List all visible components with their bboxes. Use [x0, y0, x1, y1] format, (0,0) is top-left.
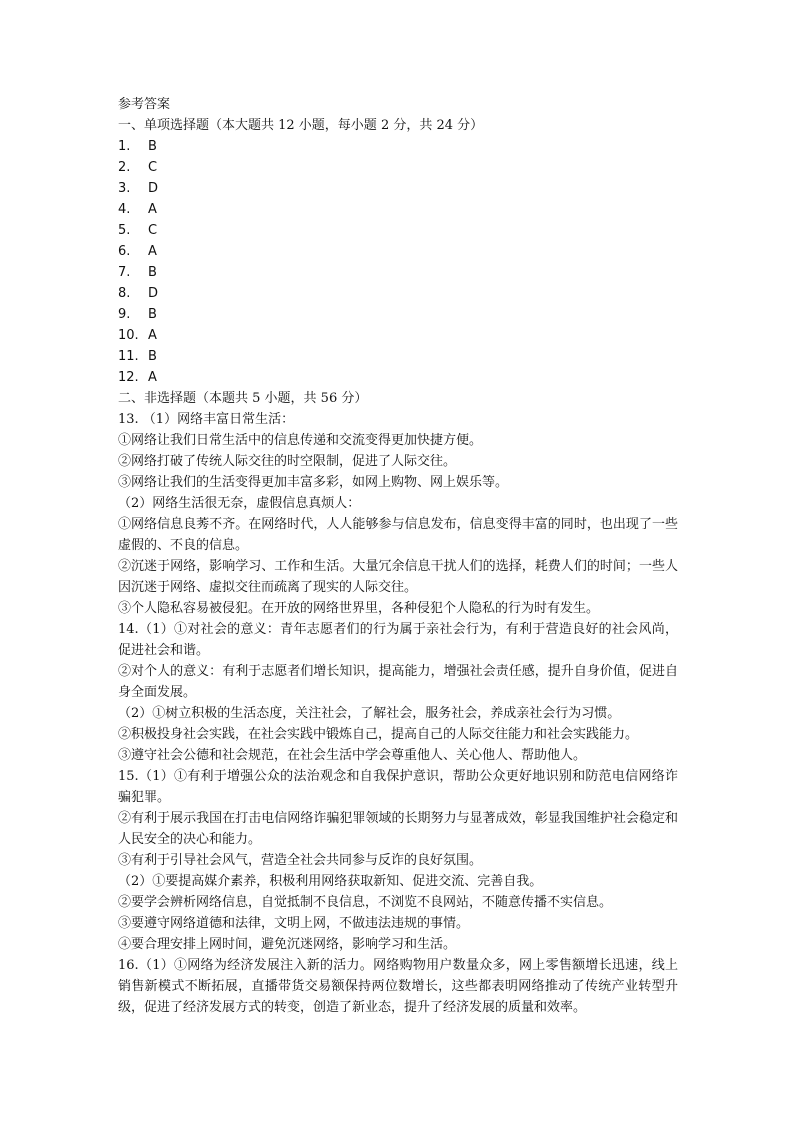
- answer-letter: B: [148, 139, 157, 154]
- answer-paragraph: ③要遵守网络道德和法律，文明上网，不做违法违规的事情。: [118, 916, 470, 931]
- answer-paragraph: ①网络让我们日常生活中的信息传递和交流变得更加快捷方便。: [118, 433, 483, 448]
- answer-paragraph: 16.（1）①网络为经济发展注入新的活力。网络购物用户数量众多，网上零售额增长迅速，线上销售新模式不断拓展，直播带货交易额保持两位数增长，这些都表明网络推动了传统产业转型升级，促进了经济发展方式的转变，创造了新业态，提升了经济发展的质量和效率。: [118, 958, 678, 1015]
- choice-answer-item: [118, 220, 678, 241]
- answer-paragraph: ③网络让我们的生活变得更加丰富多彩，如网上购物、网上娱乐等。: [118, 475, 509, 490]
- answer-paragraph: ③遵守社会公德和社会规范，在社会生活中学会尊重他人、关心他人、帮助他人。: [118, 748, 587, 763]
- choice-answer-item: [118, 283, 678, 304]
- answer-letter: C: [148, 160, 158, 175]
- choice-answer-item: [118, 304, 678, 325]
- question-number: 11.: [118, 349, 139, 364]
- question-number: 2.: [118, 160, 131, 175]
- answer-paragraph: ②积极投身社会实践，在社会实践中锻炼自己，提高自己的人际交往能力和社会实践能力。: [118, 727, 639, 742]
- answer-letter: B: [148, 349, 157, 364]
- question-number: 9.: [118, 307, 131, 322]
- answer-letter: D: [148, 286, 159, 301]
- choice-answer-item: [118, 157, 678, 178]
- answer-paragraph: ④要合理安排上网时间，避免沉迷网络，影响学习和生活。: [118, 937, 457, 952]
- answer-paragraph: ②有利于展示我国在打击电信网络诈骗犯罪领域的长期努力与显著成效，彰显我国维护社会稳定和人民安全的决心和能力。: [118, 811, 678, 847]
- answer-paragraph: （2）①要提高媒介素养，积极利用网络获取新知、促进交流、完善自我。: [118, 874, 543, 889]
- answer-letter: A: [148, 328, 157, 343]
- question-number: 8.: [118, 286, 131, 301]
- essay-answer-body: [118, 409, 678, 1018]
- answer-letter: D: [148, 181, 159, 196]
- question-number: 12.: [118, 370, 139, 385]
- choice-answer-item: [118, 325, 678, 346]
- section1-heading: 一、单项选择题（本大题共 12 小题，每小题 2 分，共 24 分）: [118, 118, 484, 133]
- choice-answer-item: [118, 199, 678, 220]
- answer-letter: A: [148, 370, 157, 385]
- question-number: 10.: [118, 328, 139, 343]
- answer-letter: B: [148, 265, 157, 280]
- question-number: 6.: [118, 244, 131, 259]
- choice-answer-item: [118, 136, 678, 157]
- answer-letter: B: [148, 307, 157, 322]
- choice-answer-item: [118, 367, 678, 388]
- answer-paragraph: 14.（1）①对社会的意义：青年志愿者们的行为属于亲社会行为，有利于营造良好的社会风尚，促进社会和谐。: [118, 622, 678, 658]
- answer-letter: C: [148, 223, 158, 238]
- choice-answer-item: [118, 346, 678, 367]
- answer-paragraph: ②网络打破了传统人际交往的时空限制，促进了人际交往。: [118, 454, 457, 469]
- answer-paragraph: ②要学会辨析网络信息，自觉抵制不良信息，不浏览不良网站，不随意传播不实信息。: [118, 895, 613, 910]
- answer-paragraph: ①网络信息良莠不齐。在网络时代，人人能够参与信息发布，信息变得丰富的同时，也出现了一些虚假的、不良的信息。: [118, 517, 678, 553]
- question-number: 5.: [118, 223, 131, 238]
- answer-paragraph: ③有利于引导社会风气，营造全社会共同参与反诈的良好氛围。: [118, 853, 483, 868]
- answer-letter: A: [148, 202, 157, 217]
- choice-answer-item: [118, 178, 678, 199]
- answer-paragraph: 13. （1）网络丰富日常生活：: [118, 412, 295, 427]
- choice-answer-list: [118, 136, 678, 388]
- question-number: 1.: [118, 139, 131, 154]
- document-title: 参考答案: [118, 97, 171, 112]
- question-number: 4.: [118, 202, 131, 217]
- question-number: 7.: [118, 265, 131, 280]
- answer-letter: A: [148, 244, 157, 259]
- choice-answer-item: [118, 262, 678, 283]
- answer-paragraph: 15.（1）①有利于增强公众的法治观念和自我保护意识，帮助公众更好地识别和防范电信网络诈骗犯罪。: [118, 769, 678, 805]
- answer-paragraph: （2）网络生活很无奈，虚假信息真烦人：: [118, 496, 361, 511]
- answer-paragraph: ②对个人的意义：有利于志愿者们增长知识，提高能力，增强社会责任感，提升自身价值，促进自身全面发展。: [118, 664, 678, 700]
- answer-paragraph: （2）①树立积极的生活态度，关注社会，了解社会，服务社会，养成亲社会行为习惯。: [118, 706, 621, 721]
- answer-paragraph: ③个人隐私容易被侵犯。在开放的网络世界里，各种侵犯个人隐私的行为时有发生。: [118, 601, 600, 616]
- section2-heading: 二、非选择题（本题共 5 小题，共 56 分）: [118, 391, 368, 406]
- answer-paragraph: ②沉迷于网络，影响学习、工作和生活。大量冗余信息干扰人们的选择，耗费人们的时间；一些人因沉迷于网络、虚拟交往而疏离了现实的人际交往。: [118, 559, 678, 595]
- choice-answer-item: [118, 241, 678, 262]
- question-number: 3.: [118, 181, 131, 196]
- answer-document: [118, 94, 678, 1018]
